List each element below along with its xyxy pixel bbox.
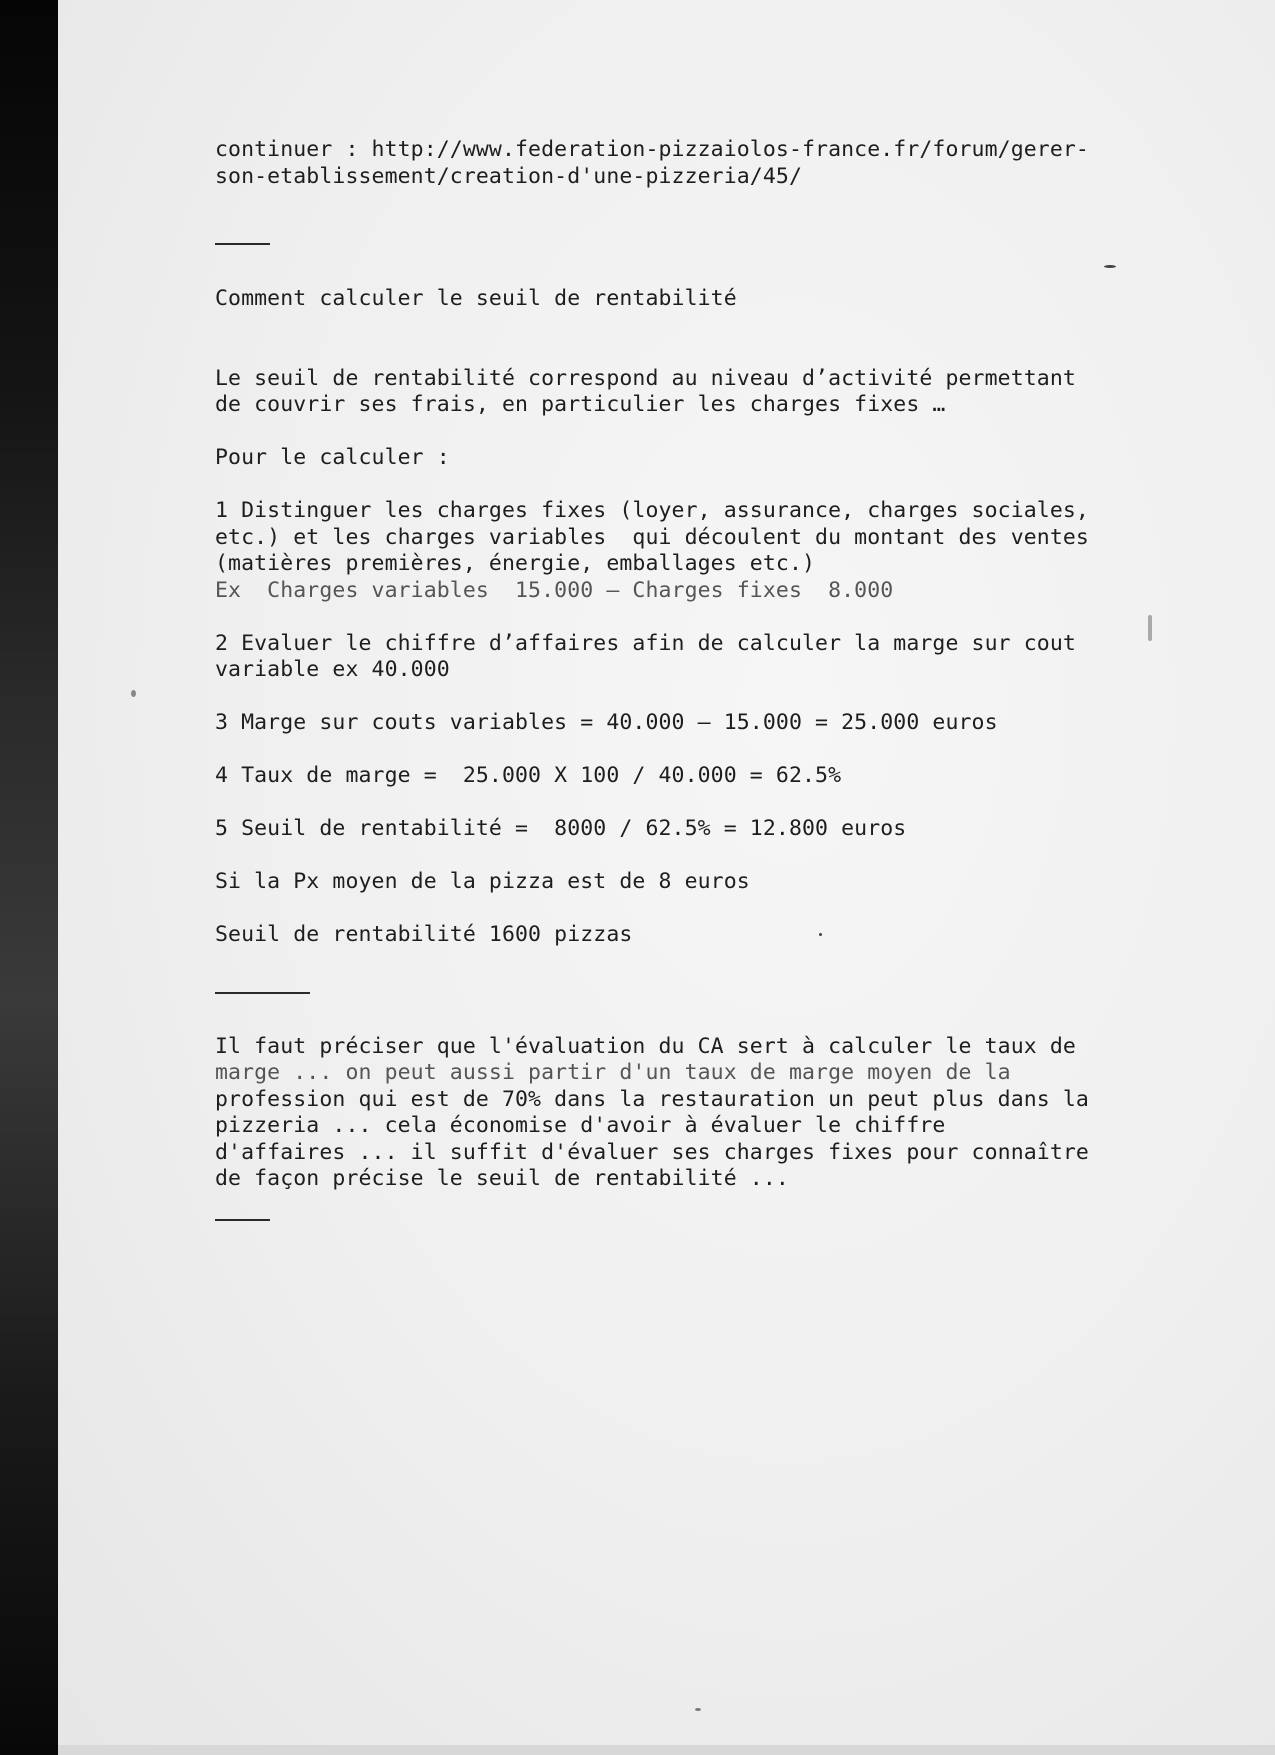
note-line: pizzeria ... cela économise d'avoir à évaluer le chiffre [215,1113,946,1138]
step-1-line: (matières premières, énergie, emballages etc.) [215,551,816,576]
paper-bottom-edge [58,1745,1275,1755]
url-line: continuer : http://www.federation-pizzaiolos-france.fr/forum/gerer- [215,137,1089,162]
url-line: son-etablissement/creation-d'une-pizzeria/45/ [215,163,802,189]
step-5-line: 5 Seuil de rentabilité = 8000 / 62.5% = 12.800 euros [215,816,907,841]
document-body [215,137,1145,1221]
step-3-line: 3 Marge sur couts variables = 40.000 – 15.000 = 25.000 euros [215,710,998,735]
intro-line: Le seuil de rentabilité correspond au niveau d’activité permettant [215,365,1076,391]
note-line: marge ... on peut aussi partir d'un taux de marge moyen de la [215,1060,1011,1085]
pizzas-line: Seuil de rentabilité 1600 pizzas [215,922,633,947]
dust-speck [695,1708,701,1711]
scan-shadow-edge [0,0,58,1755]
separator-rule [215,1219,270,1221]
instruction-line: Pour le calculer : [215,445,450,470]
note-line: profession qui est de 70% dans la restauration un peut plus dans la [215,1086,1089,1112]
step-4-line: 4 Taux de marge = 25.000 X 100 / 40.000 = 62.5% [215,763,842,788]
step-2-line: variable ex 40.000 [215,657,450,682]
dust-speck [1148,615,1152,641]
note-line: de façon précise le seuil de rentabilité ... [215,1166,789,1191]
price-line: Si la Px moyen de la pizza est de 8 euros [215,869,750,894]
step-2-line: 2 Evaluer le chiffre d’affaires afin de calculer la marge sur cout [215,630,1076,656]
section-title: Comment calculer le seuil de rentabilité [215,286,737,311]
intro-line: de couvrir ses frais, en particulier les charges fixes … [215,392,946,417]
note-line: d'affaires ... il suffit d'évaluer ses charges fixes pour connaître [215,1139,1089,1165]
dust-speck [131,690,136,697]
note-line: Il faut préciser que l'évaluation du CA sert à calculer le taux de [215,1033,1076,1059]
step-1-line: etc.) et les charges variables qui découlent du montant des ventes [215,524,1089,550]
step-1-example-line: Ex Charges variables 15.000 – Charges fixes 8.000 [215,577,894,603]
step-1-line: 1 Distinguer les charges fixes (loyer, assurance, charges sociales, [215,498,1089,523]
